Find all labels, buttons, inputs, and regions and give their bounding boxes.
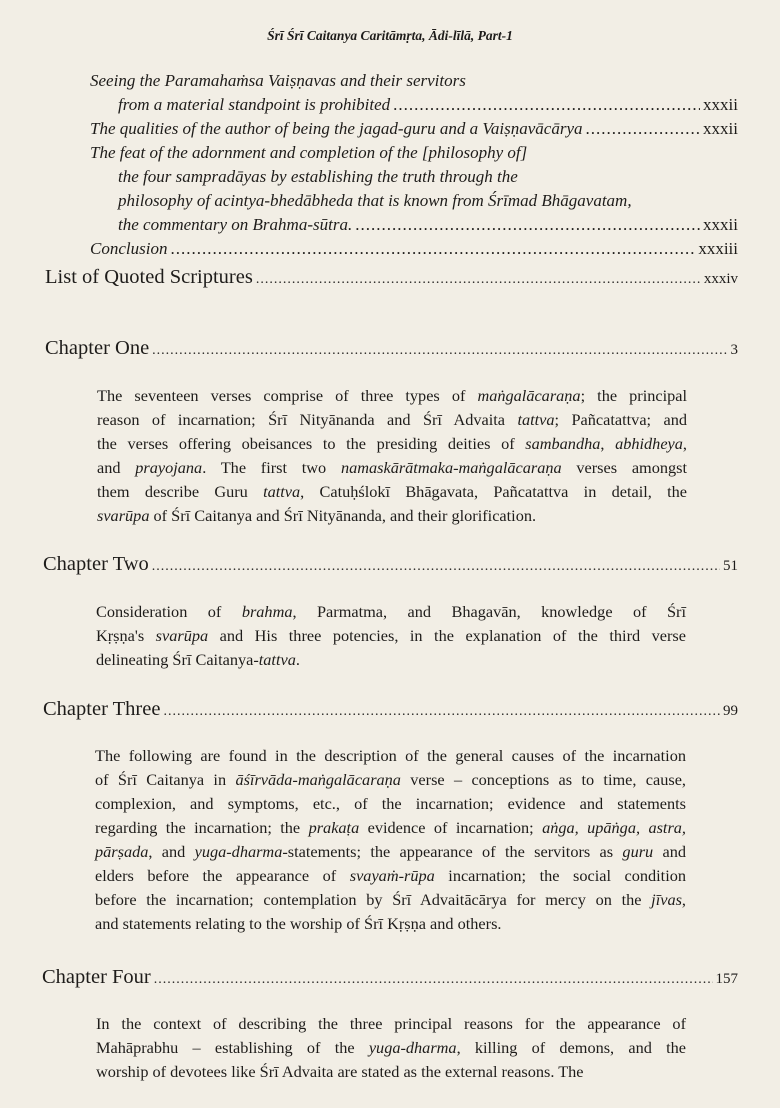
page-number: xxxiii [698, 239, 738, 258]
italic-term: namaskārātmaka-maṅgalācaraṇa [340, 458, 562, 477]
page-number: xxxii [703, 119, 738, 138]
summary-text: Consideration of [96, 602, 242, 621]
summary-text: and His three potencies, in the explanation of the third verse [208, 626, 686, 645]
summary-text: verse – conceptions as to time, cause, [400, 770, 687, 789]
summary-line [97, 384, 687, 408]
chapter-summary [95, 744, 686, 936]
summary-line [97, 432, 687, 456]
summary-text: and statements relating to the worship of Śrī Kṛṣṇa and others. [95, 914, 502, 933]
summary-text: , and [148, 842, 195, 861]
summary-text: elders before the appearance of [95, 866, 350, 885]
summary-text: and [653, 842, 687, 861]
italic-term: yuga-dharma [368, 1038, 457, 1057]
italic-term: prakaṭa [308, 818, 360, 837]
toc-entry-text: from a material standpoint is prohibited [118, 95, 391, 114]
summary-text: Kṛṣṇa's [96, 626, 156, 645]
summary-text: ; the principal [580, 386, 687, 405]
italic-term: aṅga, upāṅga, astra, [542, 818, 686, 837]
dot-leader [152, 559, 720, 575]
italic-term: brahma [241, 602, 293, 621]
summary-line [95, 864, 686, 888]
summary-text: the verses offering obeisances to the presiding deities of [97, 434, 526, 453]
summary-line [95, 744, 686, 768]
summary-text: , killing of demons, and the [456, 1038, 686, 1057]
summary-text: The following are found in the description of the general causes of the incarnation [95, 746, 686, 765]
summary-line [95, 816, 686, 840]
summary-text: worship of devotees like Śrī Advaita are stated as the external reasons. The [96, 1062, 584, 1081]
chapter-title: Chapter Four [42, 966, 151, 988]
toc-sub-entries [90, 69, 738, 261]
dot-leader [355, 213, 700, 237]
summary-line [97, 480, 687, 504]
italic-term: tattva [258, 650, 296, 669]
summary-line [96, 1012, 686, 1036]
summary-text: verses amongst [561, 458, 688, 477]
summary-line [95, 768, 686, 792]
summary-text: , Catuḥślokī Bhāgavata, Pañcatattva in detail, the [300, 482, 688, 501]
summary-text: , [681, 890, 686, 909]
toc-entry[interactable] [90, 69, 738, 117]
page-number: 157 [715, 971, 738, 987]
chapter-title: Chapter Two [43, 553, 149, 575]
summary-text: Mahāprabhu – establishing of the [96, 1038, 369, 1057]
summary-line [96, 1036, 686, 1060]
toc-entry-text: Conclusion [90, 239, 168, 258]
page-number: xxxii [703, 215, 738, 234]
chapter-summary [97, 384, 687, 528]
italic-term: guru [622, 842, 654, 861]
dot-leader [256, 272, 701, 288]
summary-line [95, 888, 686, 912]
dot-leader [170, 237, 695, 261]
summary-text: incarnation; the social condition [434, 866, 686, 885]
toc-entry-text: The qualities of the author of being the jagad-guru and a Vaiṣṇavācārya [90, 119, 583, 138]
italic-term: prayojana [135, 458, 203, 477]
running-head: Śrī Śrī Caitanya Caritāmṛta, Ādi-līlā, Part-1 [267, 28, 513, 43]
dot-leader [586, 117, 701, 141]
summary-text: , [682, 434, 687, 453]
summary-text: them describe Guru [97, 482, 264, 501]
dot-leader [154, 972, 713, 988]
summary-line [97, 504, 687, 528]
page-number: 3 [730, 342, 738, 358]
summary-text: In the context of describing the three principal reasons for the appearance of [96, 1014, 686, 1033]
italic-term: āśīrvāda-maṅgalācaraṇa [235, 770, 401, 789]
italic-term: tattva [517, 410, 555, 429]
summary-text: , Parmatma, and Bhagavān, knowledge of Śrī [292, 602, 687, 621]
summary-text: reason of incarnation; Śrī Nityānanda and Śrī Advaita [97, 410, 518, 429]
toc-entry-text: philosophy of acintya-bhedābheda that is known from Śrīmad Bhāgavatam, [118, 191, 632, 210]
summary-line [96, 648, 686, 672]
italic-term: tattva [263, 482, 301, 501]
italic-term: abhidheya [615, 434, 683, 453]
summary-text: regarding the incarnation; the [95, 818, 309, 837]
italic-term: svayaṁ-rūpa [349, 866, 435, 885]
toc-entry-text: The feat of the adornment and completion of the [philosophy of] [90, 143, 528, 162]
summary-text: of Śrī Caitanya and Śrī Nityānanda, and their glorification. [149, 506, 537, 525]
summary-line [97, 408, 687, 432]
page-number: 51 [723, 558, 738, 574]
toc-entry[interactable] [90, 237, 738, 261]
page-number: xxxiv [703, 271, 738, 287]
dot-leader [393, 93, 700, 117]
summary-text: delineating Śrī Caitanya- [96, 650, 259, 669]
toc-chapter-2[interactable] [43, 553, 738, 576]
summary-line [97, 456, 687, 480]
summary-line [96, 600, 686, 624]
toc-entry-text: the commentary on Brahma-sūtra. [118, 215, 353, 234]
toc-entry[interactable] [90, 117, 738, 141]
chapter-title: Chapter One [45, 337, 150, 359]
toc-chapter-3[interactable] [43, 698, 738, 721]
summary-text: complexion, and symptoms, etc., of the incarnation; evidence and statements [95, 794, 686, 813]
toc-entry-text: the four sampradāyas by establishing the truth through the [118, 167, 518, 186]
italic-term: pārṣada [95, 842, 149, 861]
summary-text: The seventeen verses comprise of three types of [97, 386, 478, 405]
summary-text: evidence of incarnation; [359, 818, 543, 837]
summary-text: . The first two [202, 458, 341, 477]
heading-title: List of Quoted Scriptures [45, 266, 253, 288]
summary-line [95, 840, 686, 864]
summary-text: before the incarnation; contemplation by Śrī Advaitācārya for mercy on the [95, 890, 652, 909]
italic-term: jīvas [651, 890, 682, 909]
summary-text: ; Pañcatattva; and [554, 410, 688, 429]
italic-term: yuga-dharma [194, 842, 283, 861]
chapter-summary [96, 1012, 686, 1084]
summary-line [95, 792, 686, 816]
page-number: 99 [723, 703, 738, 719]
toc-quoted-scriptures[interactable] [45, 266, 738, 289]
italic-term: svarūpa [155, 626, 209, 645]
italic-term: svarūpa [97, 506, 150, 525]
summary-text: and [97, 458, 136, 477]
dot-leader [163, 704, 720, 720]
italic-term: sambandha [525, 434, 601, 453]
summary-text: . [295, 650, 300, 669]
toc-entry-text: Seeing the Paramahaṁsa Vaiṣṇavas and their servitors [90, 71, 466, 90]
page-number: xxxii [703, 95, 738, 114]
summary-text: -statements; the appearance of the servitors as [282, 842, 623, 861]
dot-leader [152, 343, 727, 359]
summary-line [96, 1060, 686, 1084]
summary-line [95, 912, 686, 936]
italic-term: maṅgalācaraṇa [477, 386, 581, 405]
summary-text: , [600, 434, 616, 453]
summary-text: of Śrī Caitanya in [95, 770, 236, 789]
summary-line [96, 624, 686, 648]
toc-chapter-4[interactable] [42, 966, 738, 989]
toc-entry[interactable] [90, 141, 738, 237]
chapter-title: Chapter Three [43, 698, 161, 720]
toc-chapter-1[interactable] [45, 337, 738, 360]
chapter-summary [96, 600, 686, 672]
